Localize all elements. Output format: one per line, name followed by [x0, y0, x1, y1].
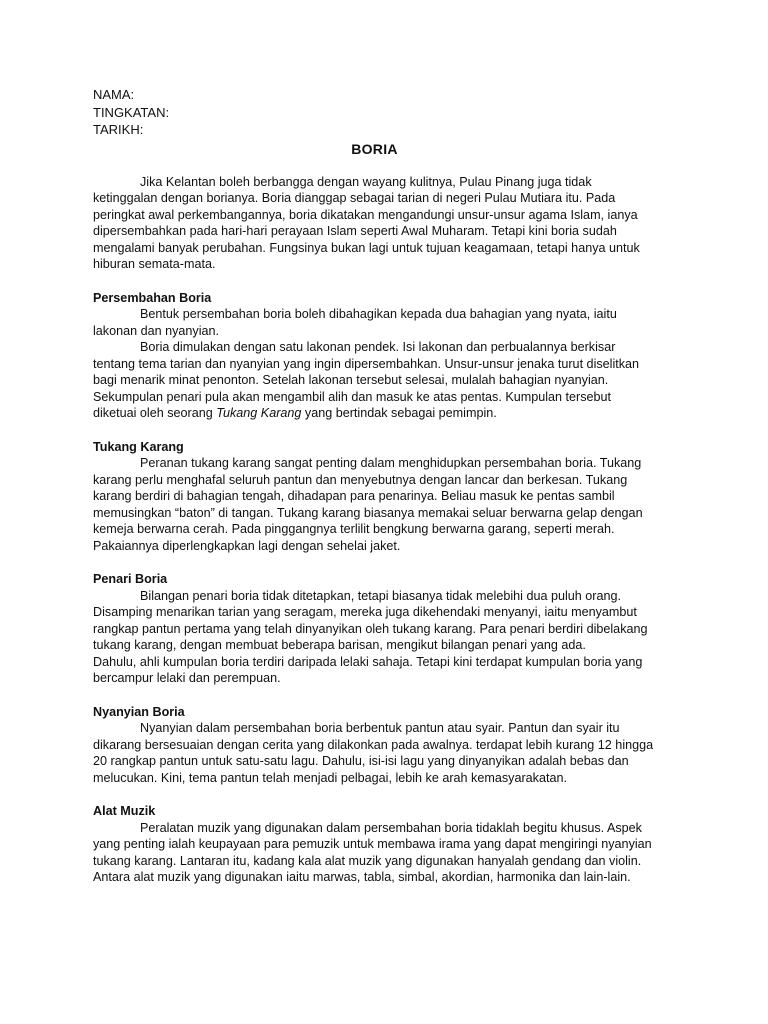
paragraph-text: yang bertindak sebagai pemimpin. [304, 406, 497, 420]
name-label: NAMA: [93, 87, 135, 102]
section-paragraph: Dahulu, ahli kumpulan boria terdiri daripada lelaki sahaja. Tetapi kini terdapat kumpulan boria yang bercampur lelaki dan perempuan. [93, 654, 643, 685]
section-alat-muzik [93, 803, 656, 886]
intro-paragraph: Jika Kelantan boleh berbangga dengan wayang kulitnya, Pulau Pinang juga tidak ketinggalan dengan borianya. Boria dianggap sebagai tarian di negeri Pulau Mutiara itu. Pada peringkat awal perkembangannya, boria dikatakan mengandungi unsur-unsur agama Islam, ianya dipersembahkan pada hari-hari perayaan Islam seperti Awal Muharam. Tetapi kini boria sudah mengalami banyak perubahan. Fungsinya bukan lagi untuk tujuan keagamaan, tetapi hanya untuk hiburan semata-mata. [93, 174, 640, 271]
section-paragraph: Bentuk persembahan boria boleh dibahagikan kepada dua bahagian yang nyata, iaitu lakonan dan nyanyian. [93, 307, 617, 338]
section-heading: Nyanyian Boria [93, 704, 185, 719]
paragraph-text: Boria dimulakan dengan satu lakonan pendek. Isi lakonan dan perbualannya berkisar tentang tema tarian dan nyanyian yang ingin dipersembahkan. Unsur-unsur jenaka turut diselitkan bagi menarik minat penonton. Setelah lakonan tersebut selesai, mulalah bahagian nyanyian. Sekumpulan penari pula akan mengambil alih dan masuk ke atas pentas. Kumpulan tersebut diketuai oleh seorang [93, 340, 640, 420]
section-paragraph [93, 339, 656, 422]
section-heading: Alat Muzik [93, 804, 156, 818]
document-title: BORIA [351, 140, 398, 157]
date-label: TARIKH: [93, 122, 144, 137]
section-persembahan-boria [93, 290, 656, 422]
section-heading: Persembahan Boria [93, 290, 212, 305]
section-paragraph: Nyanyian dalam persembahan boria berbentuk pantun atau syair. Pantun dan syair itu dikarang bersesuaian dengan cerita yang dilakonkan pada awalnya. terdapat lebih kurang 12 hingga 20 rangkap pantun untuk satu-satu lagu. Dahulu, isi-isi lagu yang dinyanyikan adalah bebas dan melucukan. Kini, tema pantun telah menjadi pelbagai, lebih ke arah kemasyarakatan. [93, 721, 654, 785]
italic-term: Tukang Karang [216, 406, 302, 420]
section-paragraph: Peralatan muzik yang digunakan dalam persembahan boria tidaklah begitu khusus. Aspek yang penting ialah keupayaan para pemuzik untuk membawa irama yang dapat mengiringi nyanyian tukang karang. Lantaran itu, kadang kala alat muzik yang digunakan hanyalah gendang dan violin. Antara alat muzik yang digunakan iaitu marwas, tabla, simbal, akordian, harmonika dan lain-lain. [93, 820, 652, 884]
section-nyanyian-boria [93, 704, 656, 787]
section-heading: Tukang Karang [93, 439, 184, 454]
section-tukang-karang [93, 439, 656, 555]
section-penari-boria [93, 571, 656, 687]
section-paragraph: Peranan tukang karang sangat penting dalam menghidupkan persembahan boria. Tukang karang perlu menghafal seluruh pantun dan menyebutnya dengan lancar dan berkesan. Tukang karang berdiri di bahagian tengah, dihadapan para penarinya. Beliau masuk ke pentas sambil memusingkan “baton” di tangan. Tukang karang biasanya memakai seluar berwarna gelap dengan kemeja berwarna cerah. Pada pinggangnya terlilit bengkung berwarna garang, seperti merah. Pakaiannya diperlengkapkan lagi dengan sehelai jaket. [93, 456, 643, 553]
level-label: TINGKATAN: [93, 104, 170, 120]
section-paragraph: Bilangan penari boria tidak ditetapkan, tetapi biasanya tidak melebihi dua puluh orang. Disamping menarikan tarian yang seragam, mereka juga dikehendaki menyanyi, iaitu menyambut rangkap pantun pertama yang telah dinyanyikan oleh tukang karang. Para penari berdiri dibelakang tukang karang, dengan membuat beberapa barisan, mengikut bilangan penari yang ada. [93, 588, 648, 652]
section-heading: Penari Boria [93, 572, 168, 586]
